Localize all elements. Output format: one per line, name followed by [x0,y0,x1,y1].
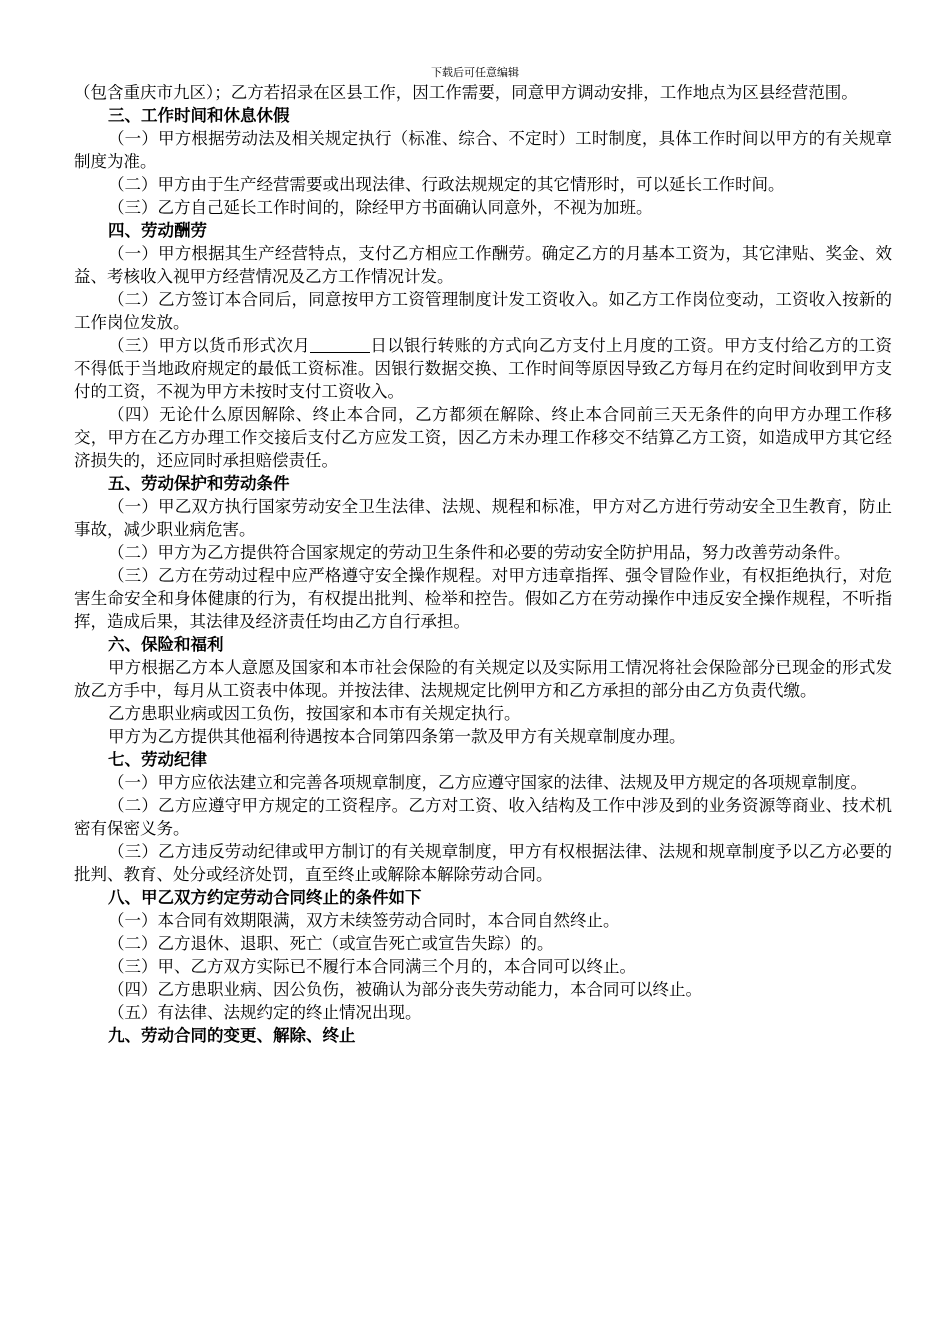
clause-5-1: （一）甲乙双方执行国家劳动安全卫生法律、法规、规程和标准，甲方对乙方进行劳动安全卫生教育，防止事故，减少职业病危害。 [74,497,892,539]
heading-remuneration: 四、劳动酬劳 [108,221,207,240]
clause-3-3: （三）乙方自己延长工作时间的，除经甲方书面确认同意外，不视为加班。 [108,198,653,217]
clause-8-1: （一）本合同有效期限满，双方未续签劳动合同时，本合同自然终止。 [108,911,620,930]
pay-day-blank [310,336,370,353]
clause-4-2: （二）乙方签订本合同后，同意按甲方工资管理制度计发工资收入。如乙方工作岗位变动，工资收入按新的工作岗位发放。 [74,290,892,332]
heading-insurance: 六、保险和福利 [108,635,224,654]
clause-4-3 [74,334,892,403]
clause-8-5: （五）有法律、法规约定的终止情况出现。 [108,1003,422,1022]
paragraph-work-location: （包含重庆市九区）；乙方若招录在区县工作，因工作需要，同意甲方调动安排，工作地点为区县经营范围。 [74,83,858,102]
heading-discipline: 七、劳动纪律 [108,750,207,769]
heading-termination-conditions: 八、甲乙双方约定劳动合同终止的条件如下 [108,888,422,907]
clause-6-3: 甲方为乙方提供其他福利待遇按本合同第四条第一款及甲方有关规章制度办理。 [108,727,686,746]
clause-4-3-part-a: （三）甲方以货币形式次月 [108,336,311,355]
heading-labor-protection: 五、劳动保护和劳动条件 [108,474,290,493]
page-header-note: 下载后可任意编辑 [431,66,519,79]
clause-7-2: （二）乙方应遵守甲方规定的工资程序。乙方对工资、收入结构及工作中涉及到的业务资源等商业、技术机密有保密义务。 [74,796,892,838]
clause-4-4: （四）无论什么原因解除、终止本合同，乙方都须在解除、终止本合同前三天无条件的向甲方办理工作移交，甲方在乙方办理工作交接后支付乙方应发工资，因乙方未办理工作移交不结算乙方工资，如造成甲方其它经济损失的，还应同时承担赔偿责任。 [74,405,892,470]
clause-6-1: 甲方根据乙方本人意愿及国家和本市社会保险的有关规定以及实际用工情况将社会保险部分已现金的形式发放乙方手中，每月从工资表中体现。并按法律、法规规定比例甲方和乙方承担的部分由乙方负责代缴。 [74,658,892,700]
heading-contract-change: 九、劳动合同的变更、解除、终止 [108,1026,356,1045]
clause-7-1: （一）甲方应依法建立和完善各项规章制度，乙方应遵守国家的法律、法规及甲方规定的各项规章制度。 [108,773,867,792]
clause-3-2: （二）甲方由于生产经营需要或出现法律、行政法规规定的其它情形时，可以延长工作时间。 [108,175,785,194]
clause-8-2: （二）乙方退休、退职、死亡（或宣告死亡或宣告失踪）的。 [108,934,554,953]
clause-4-3-part-b: 日以银行转账的方式向乙方支付上月度的工资。甲方支付给乙方的工资不得低于当地政府规定的最低工资标准。因银行数据交换、工作时间等原因导致乙方每月在约定时间收到甲方支付的工资，不视为甲方未按时支付工资收入。 [74,336,893,401]
heading-work-hours: 三、工作时间和休息休假 [108,106,290,125]
clause-5-3: （三）乙方在劳动过程中应严格遵守安全操作规程。对甲方违章指挥、强令冒险作业，有权拒绝执行，对危害生命安全和身体健康的行为，有权提出批判、检举和控告。假如乙方在劳动操作中违反安全操作规程，不听指挥，造成后果，其法律及经济责任均由乙方自行承担。 [74,566,892,631]
clause-7-3: （三）乙方违反劳动纪律或甲方制订的有关规章制度，甲方有权根据法律、法规和规章制度予以乙方必要的批判、教育、处分或经济处罚，直至终止或解除本解除劳动合同。 [74,842,892,884]
contract-body [74,81,892,1047]
clause-4-1: （一）甲方根据其生产经营特点，支付乙方相应工作酬劳。确定乙方的月基本工资为，其它津贴、奖金、效益、考核收入视甲方经营情况及乙方工作情况计发。 [74,244,892,286]
clause-8-4: （四）乙方患职业病、因公负伤，被确认为部分丧失劳动能力，本合同可以终止。 [108,980,702,999]
clause-3-1: （一）甲方根据劳动法及相关规定执行（标准、综合、不定时）工时制度，具体工作时间以甲方的有关规章制度为准。 [74,129,892,171]
clause-5-2: （二）甲方为乙方提供符合国家规定的劳动卫生条件和必要的劳动安全防护用品，努力改善劳动条件。 [108,543,851,562]
clause-6-2: 乙方患职业病或因工负伤，按国家和本市有关规定执行。 [108,704,521,723]
clause-8-3: （三）甲、乙方双方实际已不履行本合同满三个月的，本合同可以终止。 [108,957,636,976]
